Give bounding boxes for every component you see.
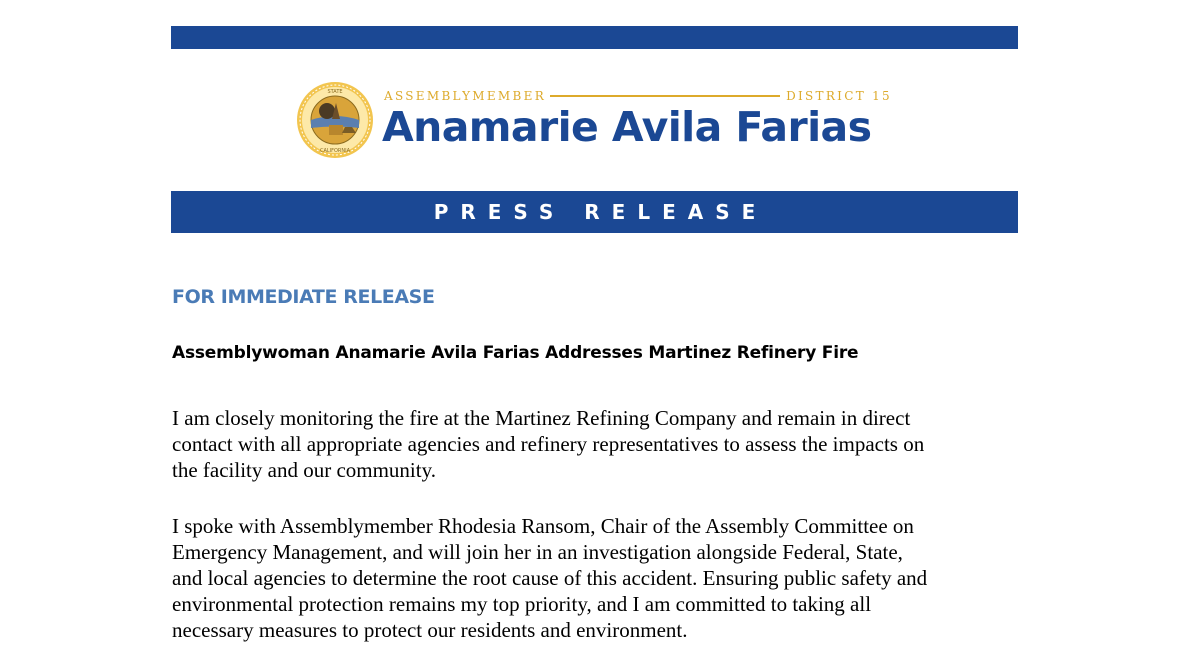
assemblymember-label: ASSEMBLYMEMBER <box>384 89 547 103</box>
paragraph-line: Emergency Management, and will join her in an investigation alongside Federal, State, <box>172 540 903 564</box>
paragraph-line: I spoke with Assemblymember Rhodesia Ransom, Chair of the Assembly Committee on <box>172 514 914 538</box>
paragraph-line: I am closely monitoring the fire at the Martinez Refining Company and remain in direct <box>172 406 911 430</box>
immediate-release-tag: FOR IMMEDIATE RELEASE <box>172 286 435 308</box>
assemblymember-name: Anamarie Avila Farias <box>382 103 872 151</box>
california-seal-icon <box>296 81 374 159</box>
svg-text:STATE: STATE <box>327 89 343 95</box>
press-release-label: PRESS RELEASE <box>433 200 768 224</box>
district-label: DISTRICT 15 <box>786 89 892 103</box>
body-paragraph-2 <box>172 513 927 643</box>
svg-text:CALIFORNIA: CALIFORNIA <box>319 148 351 154</box>
body-paragraph-1 <box>172 405 924 483</box>
paragraph-line: environmental protection remains my top priority, and I am committed to taking all <box>172 592 872 616</box>
top-banner-bar <box>171 26 1018 49</box>
paragraph-line: necessary measures to protect our residents and environment. <box>172 618 688 642</box>
paragraph-line: contact with all appropriate agencies and refinery representatives to assess the impacts on <box>172 432 925 456</box>
paragraph-line: the facility and our community. <box>172 458 436 482</box>
release-headline: Assemblywoman Anamarie Avila Farias Addresses Martinez Refinery Fire <box>172 343 859 363</box>
paragraph-line: and local agencies to determine the root cause of this accident. Ensuring public safety and <box>172 566 928 590</box>
press-release-banner <box>171 191 1018 233</box>
subtitle-divider <box>550 95 780 97</box>
